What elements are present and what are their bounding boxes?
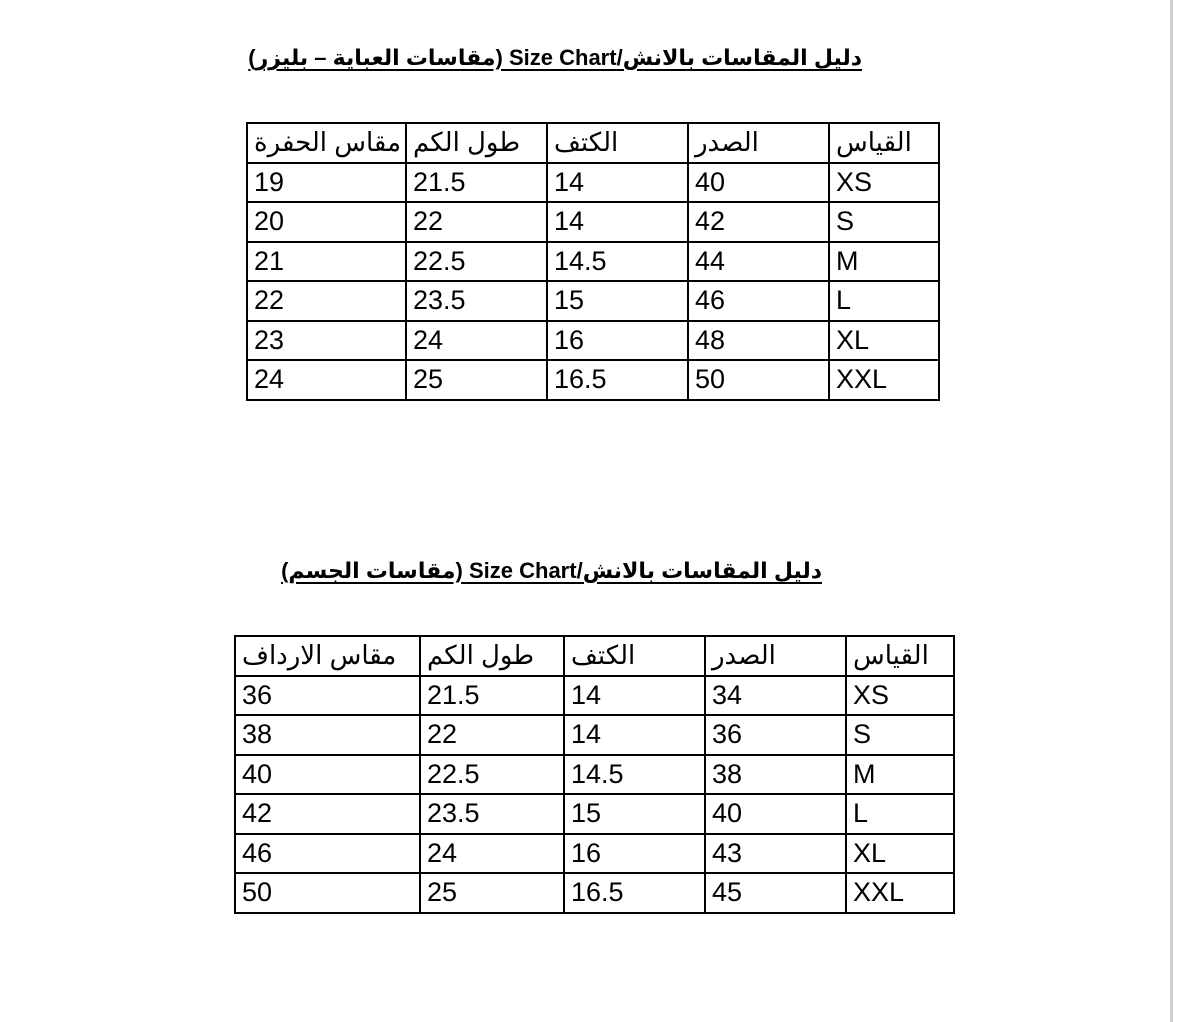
column-header: طول الكم — [406, 123, 547, 163]
measurement-cell: 34 — [705, 676, 846, 716]
measurement-cell: 23.5 — [420, 794, 564, 834]
size-label-cell: XXL — [846, 873, 954, 913]
table-row — [247, 360, 939, 400]
table-row — [235, 715, 954, 755]
measurement-cell: 22.5 — [420, 755, 564, 795]
measurement-cell: 16.5 — [564, 873, 705, 913]
table-row — [247, 163, 939, 203]
size-label-cell: L — [846, 794, 954, 834]
column-header: مقاس الارداف — [235, 636, 420, 676]
size-label-cell: M — [829, 242, 939, 282]
table-row — [235, 873, 954, 913]
measurement-cell: 14 — [564, 676, 705, 716]
measurement-cell: 25 — [420, 873, 564, 913]
measurement-cell: 15 — [564, 794, 705, 834]
measurement-cell: 20 — [247, 202, 406, 242]
measurement-cell: 40 — [235, 755, 420, 795]
measurement-cell: 14 — [547, 163, 688, 203]
measurement-cell: 44 — [688, 242, 829, 282]
measurement-cell: 23.5 — [406, 281, 547, 321]
measurement-cell: 42 — [235, 794, 420, 834]
measurement-cell: 14 — [547, 202, 688, 242]
size-label-cell: S — [829, 202, 939, 242]
measurement-cell: 16 — [564, 834, 705, 874]
measurement-cell: 46 — [688, 281, 829, 321]
measurement-cell: 38 — [235, 715, 420, 755]
size-label-cell: XL — [846, 834, 954, 874]
measurement-cell: 19 — [247, 163, 406, 203]
size-label-cell: L — [829, 281, 939, 321]
measurement-cell: 22 — [420, 715, 564, 755]
measurement-cell: 14.5 — [564, 755, 705, 795]
measurement-cell: 24 — [247, 360, 406, 400]
size-chart-title-abaya: دليل المقاسات بالانش/Size Chart (مقاسات العباية – بليزر) — [248, 45, 862, 70]
measurement-cell: 22 — [406, 202, 547, 242]
column-header: مقاس الحفرة — [247, 123, 406, 163]
size-label-cell: XS — [846, 676, 954, 716]
column-header: القياس — [846, 636, 954, 676]
measurement-cell: 21.5 — [420, 676, 564, 716]
measurement-cell: 22.5 — [406, 242, 547, 282]
column-header: الصدر — [705, 636, 846, 676]
table-row — [247, 202, 939, 242]
size-chart-table-abaya — [246, 122, 940, 401]
table-row — [247, 281, 939, 321]
table-header-row — [235, 636, 954, 676]
measurement-cell: 40 — [705, 794, 846, 834]
measurement-cell: 21 — [247, 242, 406, 282]
column-header: القياس — [829, 123, 939, 163]
measurement-cell: 16.5 — [547, 360, 688, 400]
measurement-cell: 38 — [705, 755, 846, 795]
table-row — [247, 242, 939, 282]
measurement-cell: 15 — [547, 281, 688, 321]
page-edge — [1170, 0, 1173, 1022]
column-header: طول الكم — [420, 636, 564, 676]
size-chart-table-body — [234, 635, 955, 914]
measurement-cell: 36 — [235, 676, 420, 716]
column-header: الصدر — [688, 123, 829, 163]
table-header-row — [247, 123, 939, 163]
measurement-cell: 48 — [688, 321, 829, 361]
table-row — [247, 321, 939, 361]
measurement-cell: 22 — [247, 281, 406, 321]
table-row — [235, 676, 954, 716]
table-row — [235, 834, 954, 874]
measurement-cell: 36 — [705, 715, 846, 755]
table-row — [235, 755, 954, 795]
measurement-cell: 16 — [547, 321, 688, 361]
measurement-cell: 14 — [564, 715, 705, 755]
size-chart-title-body: دليل المقاسات بالانش/Size Chart (مقاسات الجسم) — [281, 558, 822, 583]
size-label-cell: XL — [829, 321, 939, 361]
measurement-cell: 50 — [235, 873, 420, 913]
measurement-cell: 40 — [688, 163, 829, 203]
size-label-cell: S — [846, 715, 954, 755]
size-label-cell: XXL — [829, 360, 939, 400]
measurement-cell: 14.5 — [547, 242, 688, 282]
measurement-cell: 24 — [420, 834, 564, 874]
measurement-cell: 24 — [406, 321, 547, 361]
measurement-cell: 45 — [705, 873, 846, 913]
column-header: الكتف — [564, 636, 705, 676]
size-label-cell: XS — [829, 163, 939, 203]
measurement-cell: 42 — [688, 202, 829, 242]
measurement-cell: 46 — [235, 834, 420, 874]
measurement-cell: 21.5 — [406, 163, 547, 203]
size-label-cell: M — [846, 755, 954, 795]
column-header: الكتف — [547, 123, 688, 163]
measurement-cell: 25 — [406, 360, 547, 400]
measurement-cell: 23 — [247, 321, 406, 361]
measurement-cell: 50 — [688, 360, 829, 400]
measurement-cell: 43 — [705, 834, 846, 874]
table-row — [235, 794, 954, 834]
